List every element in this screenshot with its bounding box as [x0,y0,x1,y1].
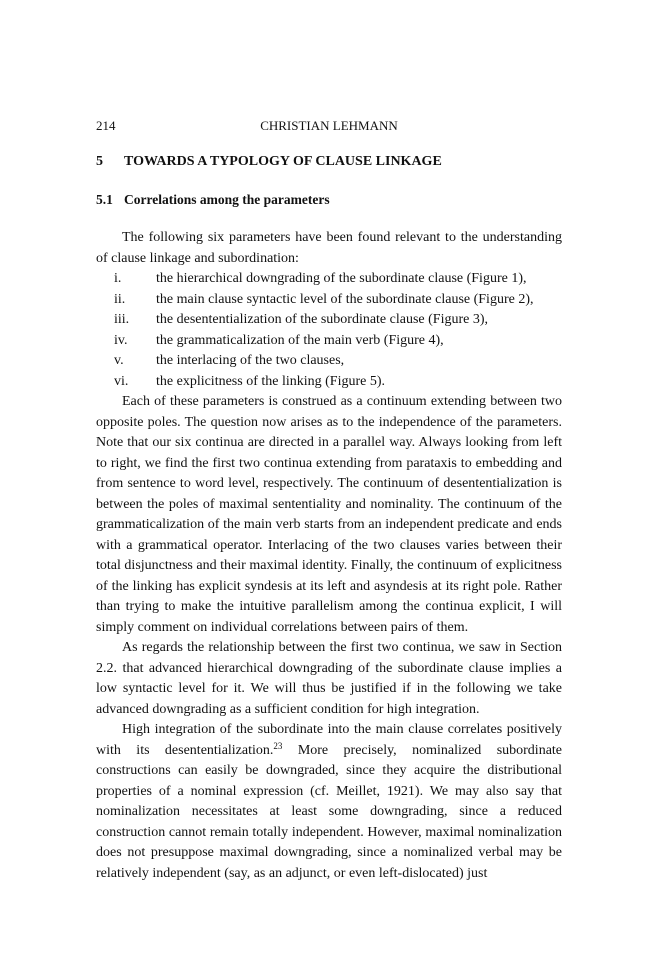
list-item-text: the hierarchical downgrading of the subordinate clause (Figure 1), [156,271,527,286]
list-item-text: the interlacing of the two clauses, [156,353,345,368]
list-item-text: the grammaticalization of the main verb (Figure 4), [156,332,444,348]
list-item [96,351,562,372]
page-number: 214 [96,118,116,133]
list-item-text: the main clause syntactic level of the subordinate clause (Figure 2), [156,291,534,307]
list-numeral: iv. [114,332,128,348]
section-number: 5 [96,154,103,169]
list-numeral: i. [114,271,122,286]
list-item [96,310,562,331]
list-item [96,269,562,290]
running-head [96,118,562,138]
paragraph [96,720,562,884]
subsection-title: Correlations among the parameters [124,192,330,207]
list-numeral: v. [114,353,124,368]
footnote-marker[interactable]: 23 [273,740,283,751]
list-item [96,372,562,393]
list-item-text: the desententialization of the subordinate clause (Figure 3), [156,312,489,327]
subsection-heading [96,192,562,208]
paragraph: The following six parameters have been found relevant to the understanding of clause linkage and subordination: [96,230,562,266]
list-item [96,290,562,311]
subsection-number: 5.1 [96,192,113,207]
section-heading [96,154,562,170]
parameter-list [96,269,562,392]
section-title: TOWARDS A TYPOLOGY OF CLAUSE LINKAGE [124,154,442,169]
running-head-author: CHRISTIAN LEHMANN [260,118,398,133]
list-numeral: iii. [114,312,130,327]
paragraph-text: High integration of the subordinate into the main clause correlates positively with its desententialization. [96,722,562,758]
list-numeral: ii. [114,291,126,307]
list-item [96,331,562,352]
paragraph: As regards the relationship between the first two continua, we saw in Section 2.2. that advanced hierarchical downgrading of the subordinate clause implies a low syntactic level for it. We will thus be justified if in the following we take advanced downgrading as a sufficient condition for high integration. [96,640,562,717]
list-numeral: vi. [114,373,129,389]
paragraph: Each of these parameters is construed as a continuum extending between two opposite poles. The question now arises as to the independence of the parameters. Note that our six continua are directed in a parallel way. Always looking from left to right, we find the first two continua extending from parataxis to embedding and from sentence to word level, respectively. The continuum of desententialization is between the poles of maximal sententiality and nominality. The continuum of the grammaticalization of the main verb starts from an independent predicate and ends with a grammatical operator. Interlacing of the two clauses varies between their total disjunctness and their maximal identity. Finally, the continuum of explicitness of the linking has explicit syndesis at its left and asyndesis at its right pole. Rather than trying to make the intuitive parallelism among the continua explicit, I will simply comment on individual correlations between pairs of them. [96,394,562,635]
paragraph-text: More precisely, nominalized subordinate constructions can easily be downgraded, since they acquire the distributional properties of a nominal expression (cf. Meillet, 1921). We may also say that nominalization necessitates at least some downgrading, since a reduced construction cannot remain totally independent. However, maximal nominalization does not presuppose maximal downgrading, since a nominalized verbal may be relatively independent (say, as an adjunct, or even left-dislocated) just [96,742,563,881]
body-text [96,228,562,884]
list-item-text: the explicitness of the linking (Figure 5). [156,373,386,389]
